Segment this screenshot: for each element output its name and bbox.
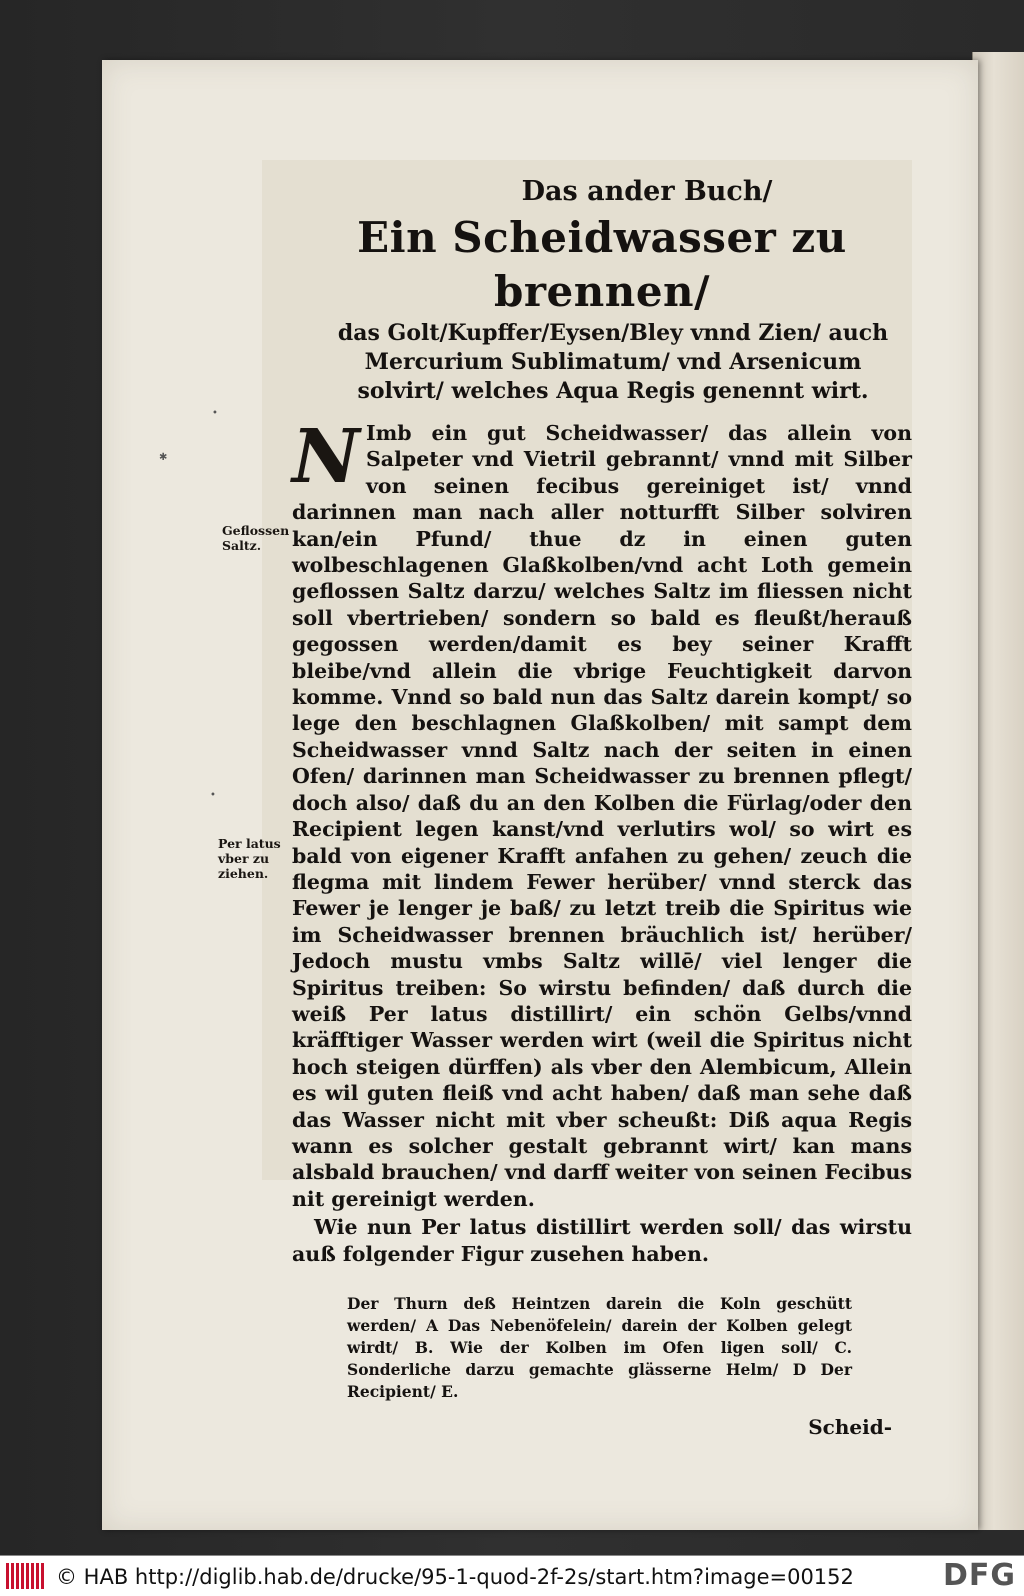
paragraph-figure-intro: Wie nun Per latus distillirt werden soll/ das wirstu auß folgender Figur zusehen haben.: [292, 1215, 912, 1266]
drop-cap: N: [292, 414, 360, 500]
barcode-icon: [6, 1563, 46, 1589]
adjacent-page-edge: [972, 52, 1024, 1530]
margin-dot: •: [210, 790, 216, 801]
margin-dot: ✱: [159, 452, 168, 463]
paragraph-main: Imb ein gut Scheidwasser/ das allein von Salpeter vnd Vietril gebrannt/ vnnd mit Silber von seinen fecibus gereiniget ist/ vnnd darinnen man nach aller notturfft Silber solviren kan/ein Pfund/ thue dz in einen guten wolbeschlagenen Glaßkolben/vnd acht Loth gemein geflossen Saltz darzu/ welches Saltz im fliessen nicht soll vbertrieben/ sondern so bald es fleußt/herauß gegossen werden/damit es bey seiner Krafft bleibe/vnd allein die vbrige Feuchtigkeit darvon komme. Vnnd so bald nun das Saltz darein kompt/ so lege den beschlagnen Glaßkolben/ mit sampt dem Scheidwasser vnnd Saltz nach der seiten in einen Ofen/ darinnen man Scheidwasser zu brennen pflegt/ doch also/ daß du an den Kolben die Fürlag/oder den Recipient legen kanst/vnd verlutirs wol/ so wirt es bald von eigener Krafft anfahen zu gehen/ zeuch die flegma mit lindem Fewer herüber/ vnnd sterck das Fewer je lenger je baß/ zu letzt treib die Spiritus wie im Scheidwasser brennen bräuchlich ist/ herüber/ Jedoch mustu vmbs Saltz willē/ viel lenger die Spiritus treiben: So wirstu befinden/ daß durch die weiß Per latus distillirt/ ein schön Gelbs/vnnd kräfftiger Wasser werden wirt (weil die Spiritus nicht hoch steigen dürffen) als vber den Alembicum, Allein es wil guten fleiß vnd acht haben/ daß man sehe daß das Wasser nicht mit vber scheußt: Diß aqua Regis wann es solcher gestalt gebrannt wirt/ kan mans alsbald brauchen/ vnd darff weiter von seinen Fecibus nit gereinigt werden.: [292, 421, 912, 1211]
figure-caption: Der Thurn deß Heintzen darein die Koln geschütt werden/ A Das Nebenöfelein/ darein der Kolben gelegt wirdt/ B. Wie der Kolben im Ofen ligen soll/ C. Sonderliche darzu gemachte glässerne Helm/ D Der Recipient/ E.: [347, 1294, 852, 1401]
catchword: Scheid-: [808, 1415, 892, 1439]
source-link[interactable]: © HAB http://diglib.hab.de/drucke/95-1-quod-2f-2s/start.htm?image=00152: [56, 1565, 854, 1589]
footer-bar: [0, 1555, 1024, 1596]
text-column: [292, 175, 912, 1439]
book-page: [102, 60, 978, 1530]
book-heading: Das ander Buch/: [521, 176, 773, 207]
body-text: [292, 414, 912, 1267]
chapter-subtitle: das Golt/Kupffer/Eysen/Bley vnnd Zien/ auch Mercurium Sublimatum/ vnd Arsenicum solvirt/ welches Aqua Regis genennt wirt.: [337, 320, 889, 404]
margin-dot: •: [212, 408, 218, 419]
marginal-note-per-latus: Per latus vber zu ziehen.: [218, 836, 281, 881]
dfg-logo: DFG: [942, 1558, 1016, 1593]
marginal-note-geflossen-saltz: Geflossen Saltz.: [222, 523, 290, 553]
chapter-title: Ein Scheidwasser zu brennen/: [357, 213, 847, 316]
